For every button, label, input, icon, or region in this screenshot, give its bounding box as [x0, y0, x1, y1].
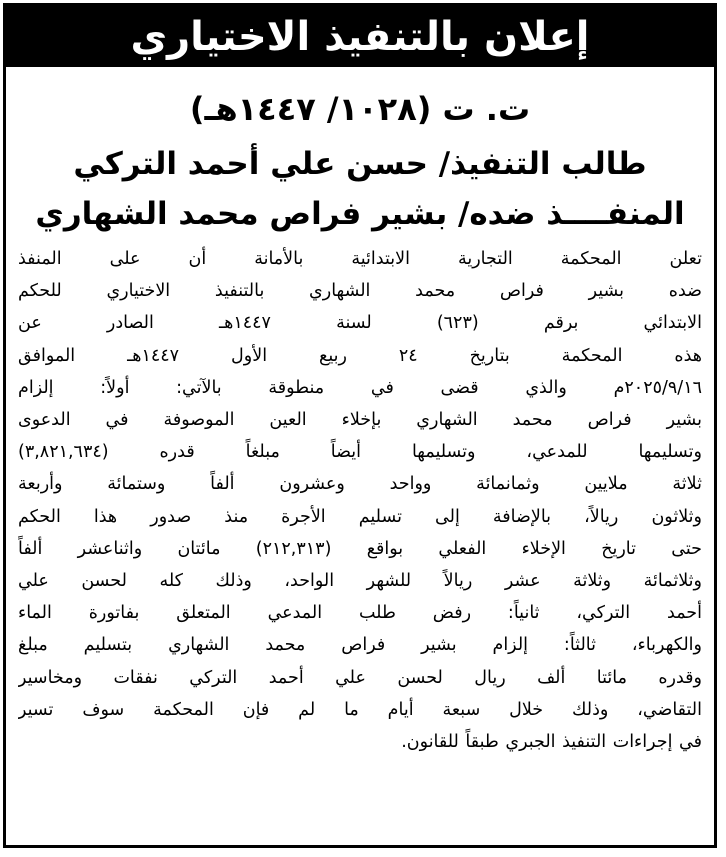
body-line: الابتدائي برقم (٦٢٣) لسنة ١٤٤٧هـ الصادر عن [18, 313, 702, 334]
body-line: والكهرباء، ثالثاً: إلزام بشير فراص محمد الشهاري بتسليم مبلغ [18, 635, 702, 656]
body-line: التقاضي، وذلك خلال سبعة أيام ما لم فإن المحكمة سوف تسير [18, 699, 702, 720]
body-line: ضده بشير فراص محمد الشهاري بالتنفيذ الاختياري للحكم [18, 281, 702, 302]
body-line: وثلاثمائة وثلاثة عشر ريالاً للشهر الواحد، وذلك كله لحسن علي [18, 571, 702, 592]
body-line: وتسليمها للمدعي، وتسليمها أيضاً مبلغاً قدره (٣,٨٢١,٦٣٤) [18, 442, 702, 463]
body-line: تعلن المحكمة التجارية الابتدائية بالأمانة أن على المنفذ [18, 249, 702, 269]
body-line: أحمد التركي، ثانياً: رفض طلب المدعي المتعلق بفاتورة الماء [18, 603, 702, 624]
applicant-line: طالب التنفيذ/ حسن علي أحمد التركي [73, 146, 647, 182]
case-number: ت. ت (١٠٢٨/ ١٤٤٧هـ) [189, 90, 531, 128]
body-line: هذه المحكمة بتاريخ ٢٤ ربيع الأول ١٤٤٧هـ الموافق [18, 345, 702, 366]
body-line: ثلاثة ملايين وثمانمائة وواحد وعشرون ألفاً وستمائة وأربعة [18, 474, 702, 495]
notice-body [18, 243, 702, 758]
notice-title: إعلان بالتنفيذ الاختياري [130, 13, 590, 60]
body-line: وقدره مائتا ألف ريال لحسن علي أحمد التركي نفقات ومخاسير [18, 667, 702, 688]
court-notice [3, 3, 717, 848]
notice-title-banner [6, 6, 714, 67]
body-line: بشير فراص محمد الشهاري بإخلاء العين الموصوفة في الدعوى [18, 410, 702, 431]
body-line: ٢٠٢٥/٩/١٦م والذي قضى في منطوقة بالآتي: أولاً: إلزام [18, 377, 702, 398]
body-line: حتى تاريخ الإخلاء الفعلي بواقع (٢١٢,٣١٣) مائتان واثناعشر ألفاً [18, 538, 702, 559]
body-line: في إجراءات التنفيذ الجبري طبقاً للقانون. [401, 732, 702, 753]
respondent-line: المنفــــذ ضده/ بشير فراص محمد الشهاري [35, 196, 685, 232]
body-line: وثلاثون ريالاً، بالإضافة إلى تسليم الأجرة منذ صدور هذا الحكم [18, 506, 702, 527]
